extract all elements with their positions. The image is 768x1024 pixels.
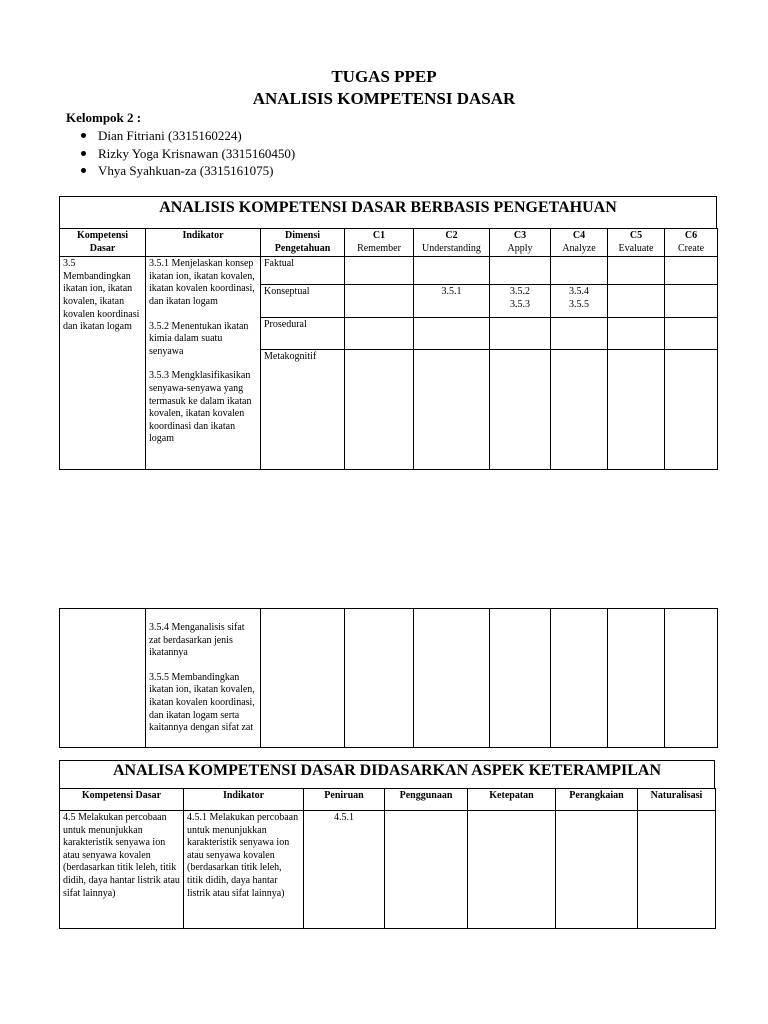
kd-code: 3.5.4 [569, 286, 589, 298]
dimension-faktual: Faktual [261, 257, 345, 285]
level-code: C1 [372, 230, 386, 241]
dimension-metakognitif: Metakognitif [261, 350, 345, 470]
kd-code: 3.5.3 [510, 298, 530, 310]
col-kompetensi-dasar: Kompetensi Dasar [60, 789, 184, 811]
level-name: Create [677, 242, 705, 254]
level-name: Understanding [422, 242, 481, 254]
konseptual-c3 [490, 285, 551, 318]
col-naturalisasi: Naturalisasi [638, 789, 716, 811]
col-c6 [665, 229, 718, 257]
kd-code: 3.5.5 [569, 298, 589, 310]
col-dimensi: Dimensi Pengetahuan [261, 229, 345, 257]
indicator-item: 3.5.3 Mengklasifikasikan senyawa-senyawa yang termasuk ke dalam ikatan kovalen, ikatan kovalen koordinasi dan ikatan logam [149, 370, 252, 445]
group-label: Kelompok 2 : [66, 110, 142, 125]
col-ketepatan: Ketepatan [468, 789, 556, 811]
level-code: C4 [572, 230, 586, 241]
kd-cell: 4.5 Melakukan percobaan untuk menunjukkan karakteristik senyawa ion atau senyawa kovalen (berdasarkan titik leleh, titik didih, daya hantar listrik atau sifat lainnya) [60, 811, 184, 929]
level-code: C3 [513, 230, 527, 241]
level-name: Remember [357, 242, 401, 254]
skills-table [59, 788, 716, 929]
member-item: Rizky Yoga Krisnawan (3315160450) [78, 145, 295, 163]
level-code: C5 [629, 230, 643, 241]
col-c5 [608, 229, 665, 257]
knowledge-title: ANALISIS KOMPETENSI DASAR BERBASIS PENGETAHUAN [159, 199, 617, 216]
level-name: Apply [507, 242, 533, 254]
kd-cell: 3.5 Membandingkan ikatan ion, ikatan kovalen, ikatan kovalen koordinasi dan ikatan logam [60, 257, 146, 470]
dimension-prosedural: Prosedural [261, 318, 345, 350]
document-title: TUGAS PPEP [331, 67, 437, 86]
indicator-cell [146, 609, 261, 748]
col-c3 [490, 229, 551, 257]
indicator-cell [146, 257, 261, 470]
col-kompetensi-dasar: Kompetensi Dasar [60, 229, 146, 257]
col-penggunaan: Penggunaan [385, 789, 468, 811]
peniruan-cell: 4.5.1 [304, 811, 385, 929]
col-c4 [551, 229, 608, 257]
indicator-item: 3.5.2 Menentukan ikatan kimia dalam suatu senyawa [149, 320, 249, 357]
indicator-item: 3.5.1 Menjelaskan konsep ikatan ion, ikatan kovalen, ikatan kovalen koordinasi, dan ikatan logam [149, 258, 255, 307]
konseptual-c2: 3.5.1 [414, 285, 490, 318]
knowledge-table-continued [59, 608, 718, 748]
member-list [78, 127, 295, 180]
konseptual-c4 [551, 285, 608, 318]
indicator-item: 3.5.4 Menganalisis sifat zat berdasarkan jenis ikatannya [149, 622, 245, 659]
col-perangkaian: Perangkaian [556, 789, 638, 811]
document-subtitle: ANALISIS KOMPETENSI DASAR [252, 89, 516, 108]
level-name: Analyze [562, 242, 596, 254]
col-indikator: Indikator [146, 229, 261, 257]
level-name: Evaluate [618, 242, 654, 254]
kd-code: 3.5.2 [510, 286, 530, 298]
skills-title: ANALISA KOMPETENSI DASAR DIDASARKAN ASPEK KETERAMPILAN [112, 762, 662, 779]
col-c2 [414, 229, 490, 257]
member-item: Vhya Syahkuan-za (3315161075) [78, 162, 295, 180]
dimension-konseptual: Konseptual [261, 285, 345, 318]
level-code: C6 [684, 230, 698, 241]
indicator-cell: 4.5.1 Melakukan percobaan untuk menunjukkan karakteristik senyawa ion atau senyawa kovalen (berdasarkan titik leleh, titik didih, daya hantar listrik atau sifat lainnya) [184, 811, 304, 929]
indicator-item: 3.5.5 Membandingkan ikatan ion, ikatan kovalen, ikatan kovalen koordinasi, dan ikatan logam serta kaitannya dengan sifat zat [149, 671, 255, 734]
col-c1 [345, 229, 414, 257]
level-code: C2 [445, 230, 458, 241]
knowledge-table [59, 228, 718, 470]
col-indikator: Indikator [184, 789, 304, 811]
member-item: Dian Fitriani (3315160224) [78, 127, 295, 145]
col-peniruan: Peniruan [304, 789, 385, 811]
